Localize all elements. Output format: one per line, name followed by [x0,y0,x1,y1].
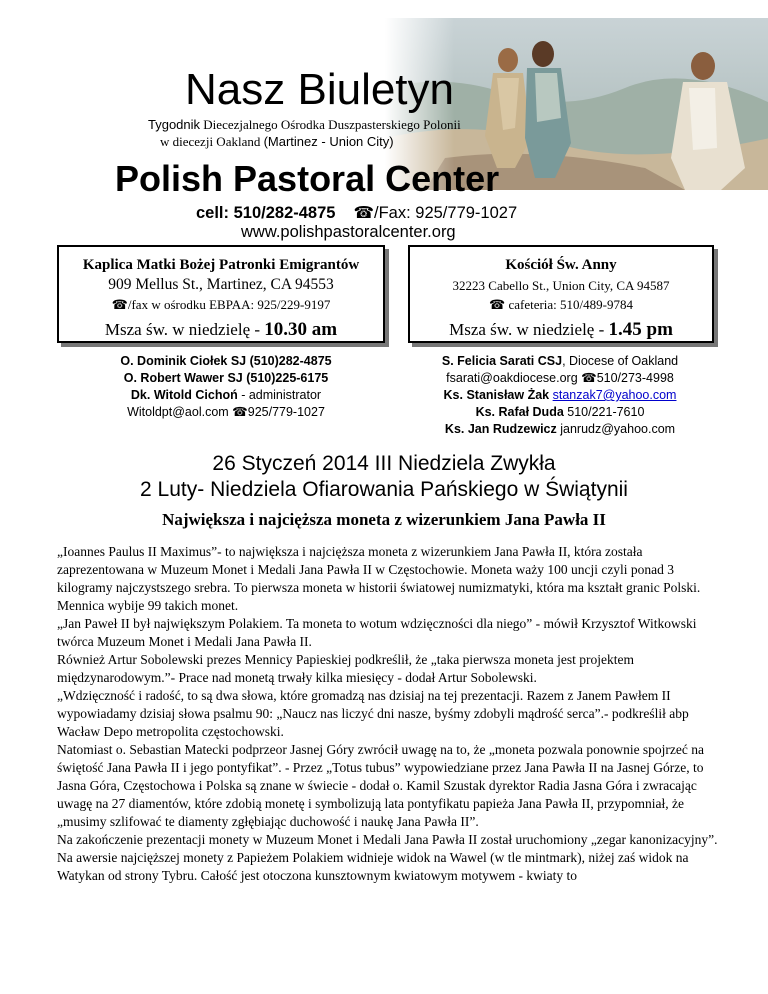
article-paragraph: Na awersie najcięższej monety z Papieżem Polakiem widnieje widok na Wawel (w tle mintmark), niżej zaś widok na Watykan od strony Tybru. Całość jest otoczona kunsztownym kwiatowym motywem - kwiaty to [57,850,689,883]
center-name: Polish Pastoral Center [115,158,500,199]
chapel-address: 909 Mellus St., Martinez, CA 94553 [108,276,334,293]
subtitle-1-rest: Diecezjalnego Ośrodka Duszpasterskiego Polonii [200,117,461,132]
chapel-mass-label: Msza św. w niedzielę - [104,320,265,339]
clergy-name: Ks. Rafał Duda [475,405,564,419]
telephone-icon: ☎ [111,297,128,312]
clergy-list-left [95,353,357,421]
header-fax: /Fax: 925/779-1027 [374,204,518,222]
church-address: 32223 Cabello St., Union City, CA 94587 [452,278,670,293]
clergy-phone: 510/273-4998 [596,371,674,385]
email-link[interactable]: Witoldpt@aol.com [127,405,233,419]
header-phone-line [196,203,517,223]
bulletin-title: Nasz Biuletyn [185,65,455,114]
email-link[interactable]: stanzak7@yahoo.com [552,388,677,402]
chapel-contact [59,297,383,313]
clergy-role: - administrator [237,388,322,402]
email-link[interactable]: fsarati@oakdiocese.org [446,371,582,385]
church-mass-time: 1.45 pm [608,319,673,340]
article-paragraph: Natomiast o. Sebastian Matecki podprzeor Jasnej Góry zwrócił uwagę na to, że „moneta pozwala ponownie spojrzeć na świętość Jana Pawła II i jego pontyfikat”. - Przez „Totus tubus” wypowiedziane przez Jana Pawła II na Jasnej Górze, to Jasna Góra, Częstochowa i Polska są znane w świecie - dodał o. Kamil Szustak dyrektor Radia Jasna Góra i zwracając uwagę na 27 diamentów, które zdobią monetę i symbolizują lata pontyfikatu papieża Jana Pawła II, przypomniał, że „musimy szlifować te diamenty zgłębiając duchowość i naukę Jana Pawła II”. [57,742,705,829]
chapel-box [57,245,385,343]
church-title: Kościół Św. Anny [505,257,617,273]
chapel-title: Kaplica Matki Bożej Patronki Emigrantów [82,257,360,273]
article-paragraph: „Jan Paweł II był największym Polakiem. Ta moneta to wotum wdzięczności dla niego” - mówił Krzysztof Witkowski twórca Muzeum Monet i Medali Jana Pawła II. [57,616,697,649]
clergy-line: O. Robert Wawer SJ (510)225-6175 [123,371,329,385]
website[interactable]: www.polishpastoralcenter.org [241,223,456,241]
clergy-name: Dk. Witold Cichoń [130,388,238,402]
church-mass [410,319,712,341]
feast-heading: 2 Luty- Niedziela Ofiarowania Pańskiego w Świątynii [140,478,628,501]
clergy-name: Ks. Jan Rudzewicz [444,422,557,436]
church-box [408,245,714,343]
clergy-role: , Diocese of Oakland [562,354,679,368]
article-body [57,543,727,885]
subtitle-2-prefix: w diecezji Oakland [160,134,264,149]
telephone-icon: ☎ [581,371,597,385]
bulletin-subtitle-2 [160,134,394,150]
clergy-line: O. Dominik Ciołek SJ (510)282-4875 [120,354,332,368]
header-cell: cell: 510/282-4875 [196,204,336,222]
article-paragraph: Również Artur Sobolewski prezes Mennicy Papieskiej podkreślił, że „taka pierwsza moneta jest projektem międzynarodowym.”- Prace nad monetą trwały kilka miesięcy - dodał Artur Sobolewski. [57,652,634,685]
clergy-name: Ks. Stanisław Żak [443,388,550,402]
email-link[interactable]: janrudz@yahoo.com [556,422,676,436]
clergy-name: S. Felicia Sarati CSJ [441,354,563,368]
telephone-icon: ☎ [489,297,506,312]
clergy-list-right [405,353,715,438]
chapel-mass [59,319,383,341]
church-contact-text: cafeteria: 510/489-9784 [505,297,633,312]
clergy-phone: 925/779-1027 [247,405,325,419]
church-mass-label: Msza św. w niedzielę - [449,320,609,339]
article-paragraph: Na zakończenie prezentacji monety w Muzeum Monet i Medali Jana Pawła II został uruchomiony „zegar kanonizacyjny”. [57,832,718,847]
bulletin-subtitle-1 [148,117,461,133]
church-contact [410,297,712,313]
telephone-icon: ☎ [232,405,248,419]
chapel-contact-text: /fax w ośrodku EBPAA: 925/229-9197 [127,297,331,312]
clergy-phone: 510/221-7610 [563,405,645,419]
telephone-icon: ☎ [353,204,375,222]
subtitle-1-prefix: Tygodnik [148,117,201,132]
date-heading: 26 Styczeń 2014 III Niedziela Zwykła [212,452,556,475]
subtitle-2-rest: (Martinez - Union City) [263,134,394,149]
article-paragraph: „Ioannes Paulus II Maximus”- to największa i najcięższa moneta z wizerunkiem Jana Pawła II, która została zaprezentowana w Muzeum Monet i Medali Jana Pawła II w Częstochowie. Moneta waży 100 uncji czyli ponad 3 kilogramy najczystszego srebra. To pierwsza moneta w historii światowej numizmatyki, która ma kształt granic Polski. Mennica wybije 99 takich monet. [57,544,701,613]
article-paragraph: „Wdzięczność i radość, to są dwa słowa, które gromadzą nas dzisiaj na tej prezentacji. Razem z Janem Pawłem II wypowiadamy dzisiaj słowa psalmu 90: „Naucz nas liczyć dni nasze, byśmy zdobyli mądrość serca”.- podkreślił abp Wacław Depo metropolita częstochowski. [57,688,689,739]
chapel-mass-time: 10.30 am [264,319,338,340]
article-headline: Największa i najcięższa moneta z wizerunkiem Jana Pawła II [162,510,606,529]
